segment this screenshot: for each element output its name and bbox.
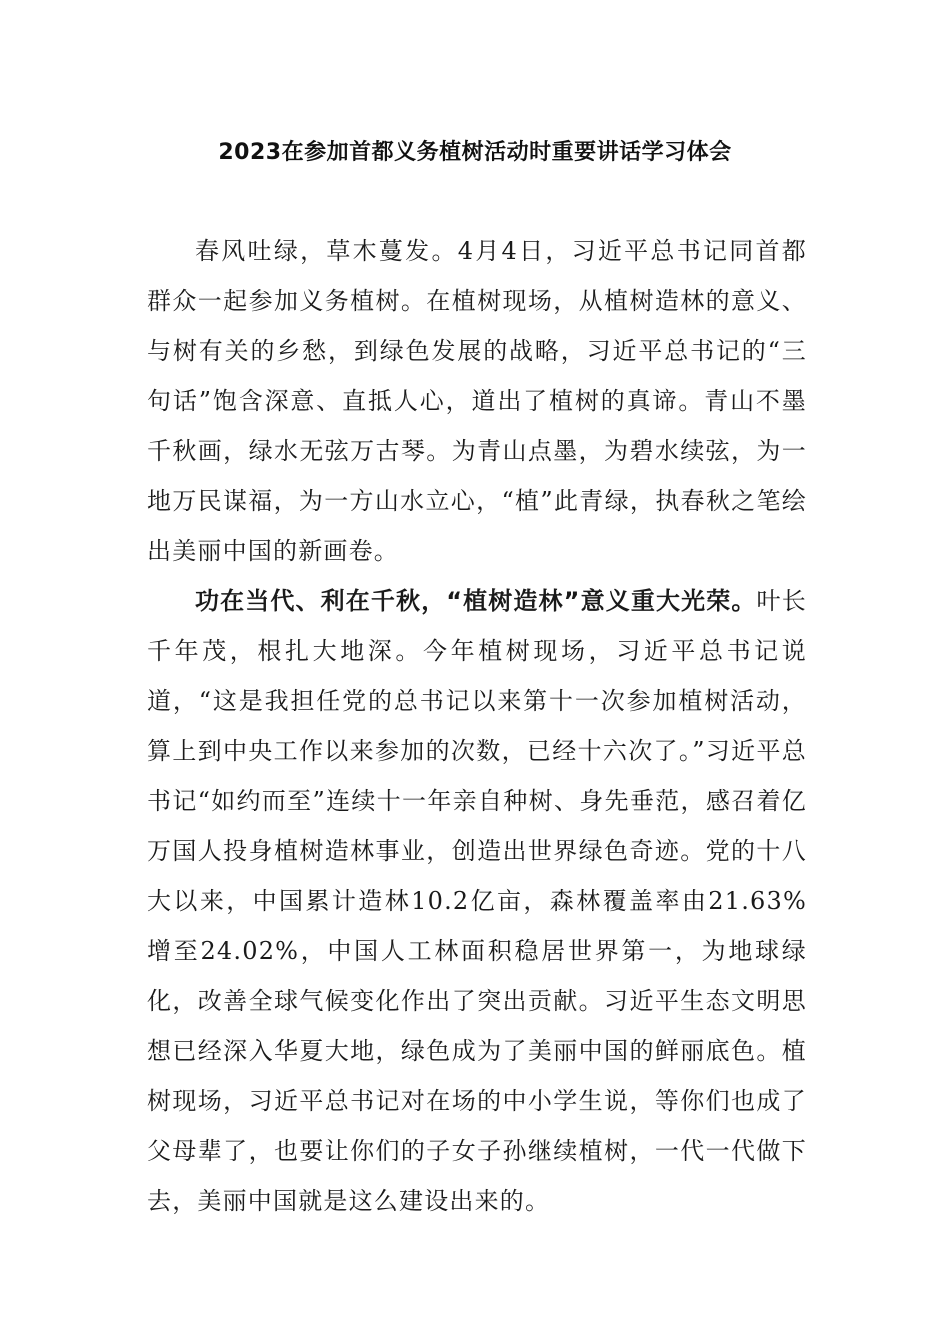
- paragraph-intro: [147, 226, 807, 576]
- paragraph-significance: [147, 576, 807, 1226]
- document-body: [147, 226, 807, 1226]
- paragraph-intro-text: 春风吐绿，草木蔓发。4月4日，习近平总书记同首都群众一起参加义务植树。在植树现场，从植树造林的意义、与树有关的乡愁，到绿色发展的战略，习近平总书记的“三句话”饱含深意、直抵人心，道出了植树的真谛。青山不墨千秋画，绿水无弦万古琴。为青山点墨，为碧水续弦，为一地万民谋福，为一方山水立心，“植”此青绿，执春秋之笔绘出美丽中国的新画卷。: [147, 237, 807, 565]
- paragraph-significance-text: 叶长千年茂，根扎大地深。今年植树现场，习近平总书记说道，“这是我担任党的总书记以来第十一次参加植树活动，算上到中央工作以来参加的次数，已经十六次了。”习近平总书记“如约而至”连续十一年亲自种树、身先垂范，感召着亿万国人投身植树造林事业，创造出世界绿色奇迹。党的十八大以来，中国累计造林10.2亿亩，森林覆盖率由21.63%增至24.02%，中国人工林面积稳居世界第一，为地球绿化，改善全球气候变化作出了突出贡献。习近平生态文明思想已经深入华夏大地，绿色成为了美丽中国的鲜丽底色。植树现场，习近平总书记对在场的中小学生说，等你们也成了父母辈了，也要让你们的子女子孙继续植树，一代一代做下去，美丽中国就是这么建设出来的。: [147, 587, 807, 1215]
- paragraph-significance-heading: 功在当代、利在千秋，“植树造林”意义重大光荣。: [195, 587, 757, 615]
- document-title: 2023在参加首都义务植树活动时重要讲话学习体会: [218, 140, 732, 165]
